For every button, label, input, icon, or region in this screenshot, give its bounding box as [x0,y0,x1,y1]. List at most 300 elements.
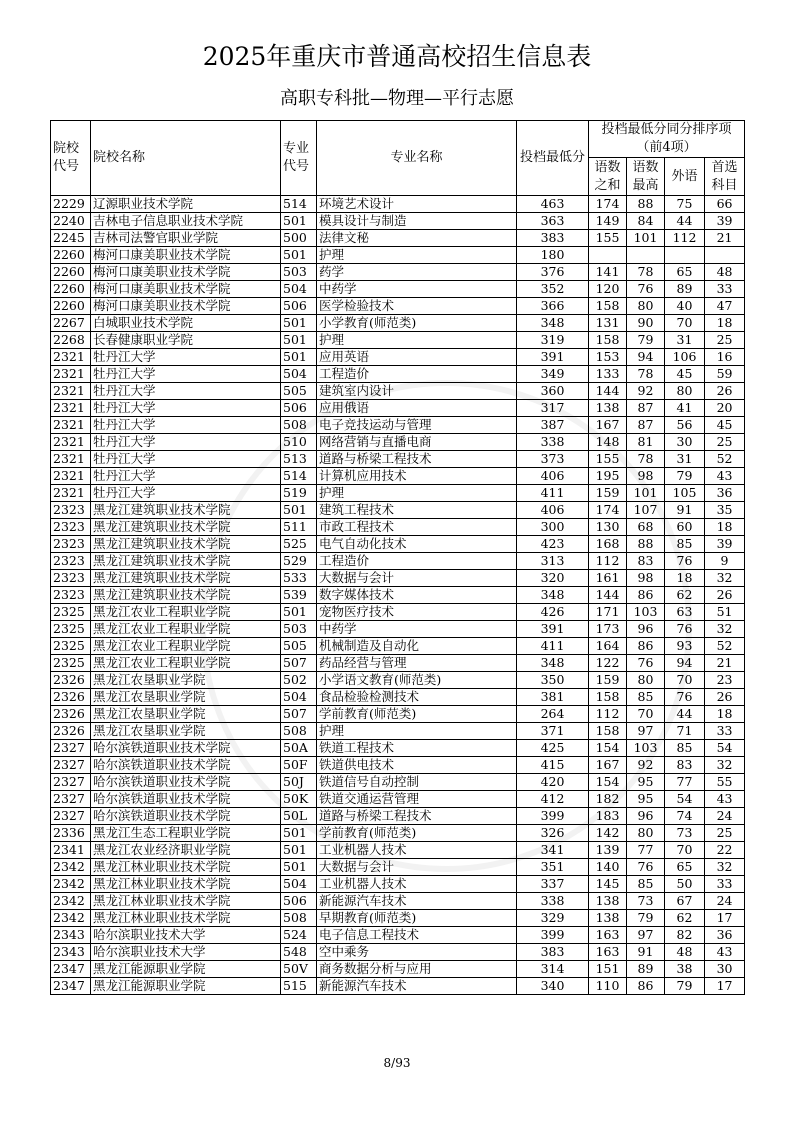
cell-major-code: 511 [281,519,317,536]
cell-major-code: 501 [281,604,317,621]
table-row [51,383,745,400]
cell-major-code: 519 [281,485,317,502]
cell-school-code: 2323 [51,519,91,536]
cell-foreign-language: 76 [665,553,705,570]
cell-school-name: 哈尔滨职业技术大学 [91,944,281,961]
cell-foreign-language: 70 [665,672,705,689]
cell-min-score: 420 [517,774,589,791]
cell-school-code: 2327 [51,791,91,808]
cell-major-name: 应用俄语 [317,400,517,417]
cell-chinese-math-sum: 138 [589,910,627,927]
cell-primary-subject: 23 [705,672,745,689]
cell-chinese-math-sum: 145 [589,876,627,893]
header-tiebreak-chinese-math-sum: 语数之和 [589,158,627,196]
table-row [51,689,745,706]
cell-school-name: 哈尔滨铁道职业技术学院 [91,791,281,808]
cell-chinese-math-max: 73 [627,893,665,910]
table-row [51,740,745,757]
cell-school-code: 2321 [51,400,91,417]
cell-major-code: 533 [281,570,317,587]
cell-major-code: 524 [281,927,317,944]
cell-major-name: 环境艺术设计 [317,196,517,213]
cell-major-code: 548 [281,944,317,961]
cell-school-code: 2240 [51,213,91,230]
cell-major-code: 501 [281,213,317,230]
cell-min-score: 320 [517,570,589,587]
cell-min-score: 363 [517,213,589,230]
cell-major-name: 法律文秘 [317,230,517,247]
cell-chinese-math-max: 79 [627,910,665,927]
cell-school-code: 2347 [51,978,91,995]
cell-primary-subject: 26 [705,587,745,604]
cell-school-name: 牡丹江大学 [91,451,281,468]
cell-school-name: 牡丹江大学 [91,468,281,485]
cell-major-code: 50A [281,740,317,757]
cell-chinese-math-max: 98 [627,570,665,587]
cell-foreign-language: 45 [665,366,705,383]
cell-min-score: 391 [517,349,589,366]
cell-min-score: 411 [517,638,589,655]
cell-primary-subject: 33 [705,876,745,893]
cell-foreign-language: 62 [665,910,705,927]
cell-chinese-math-sum: 174 [589,502,627,519]
cell-foreign-language: 65 [665,859,705,876]
cell-min-score: 326 [517,825,589,842]
cell-primary-subject: 25 [705,434,745,451]
cell-primary-subject: 24 [705,893,745,910]
cell-foreign-language: 67 [665,893,705,910]
cell-major-code: 501 [281,315,317,332]
cell-major-name: 大数据与会计 [317,570,517,587]
header-major-name: 专业名称 [317,121,517,196]
cell-min-score: 352 [517,281,589,298]
cell-chinese-math-max: 98 [627,468,665,485]
cell-school-code: 2229 [51,196,91,213]
cell-primary-subject: 51 [705,604,745,621]
cell-primary-subject: 43 [705,944,745,961]
table-row [51,570,745,587]
cell-foreign-language: 85 [665,536,705,553]
cell-major-name: 医学检验技术 [317,298,517,315]
cell-school-name: 牡丹江大学 [91,400,281,417]
cell-primary-subject: 18 [705,315,745,332]
table-row [51,417,745,434]
header-school-code: 院校代号 [51,121,91,196]
cell-min-score: 425 [517,740,589,757]
document-subtitle: 高职专科批—物理—平行志愿 [280,88,514,109]
cell-min-score: 381 [517,689,589,706]
cell-school-code: 2323 [51,570,91,587]
cell-min-score: 317 [517,400,589,417]
cell-chinese-math-max: 76 [627,655,665,672]
cell-school-code: 2342 [51,910,91,927]
cell-school-code: 2260 [51,264,91,281]
header-major-code: 专业代号 [281,121,317,196]
cell-school-name: 牡丹江大学 [91,366,281,383]
cell-foreign-language: 31 [665,332,705,349]
cell-min-score: 338 [517,434,589,451]
cell-foreign-language: 38 [665,961,705,978]
table-row [51,910,745,927]
cell-major-code: 50K [281,791,317,808]
cell-min-score: 426 [517,604,589,621]
cell-primary-subject: 52 [705,638,745,655]
cell-school-name: 白城职业技术学院 [91,315,281,332]
cell-foreign-language: 94 [665,655,705,672]
cell-major-code: 506 [281,893,317,910]
cell-major-name: 工程造价 [317,553,517,570]
table-row [51,298,745,315]
cell-foreign-language: 30 [665,434,705,451]
cell-chinese-math-sum: 159 [589,485,627,502]
cell-primary-subject: 39 [705,213,745,230]
table-row [51,791,745,808]
page-number: 8/93 [383,1056,411,1070]
cell-foreign-language: 44 [665,706,705,723]
cell-chinese-math-sum [589,247,627,264]
cell-major-code: 506 [281,400,317,417]
cell-school-name: 哈尔滨铁道职业技术学院 [91,774,281,791]
cell-school-name: 黑龙江农垦职业学院 [91,689,281,706]
table-row [51,213,745,230]
cell-primary-subject: 26 [705,689,745,706]
cell-school-code: 2326 [51,689,91,706]
table-row [51,859,745,876]
cell-chinese-math-sum: 167 [589,417,627,434]
cell-min-score: 329 [517,910,589,927]
cell-major-name: 中药学 [317,281,517,298]
cell-chinese-math-max: 90 [627,315,665,332]
table-row [51,315,745,332]
cell-foreign-language: 89 [665,281,705,298]
cell-school-code: 2342 [51,893,91,910]
table-row [51,876,745,893]
cell-primary-subject: 24 [705,808,745,825]
cell-school-code: 2321 [51,451,91,468]
cell-school-name: 黑龙江农业工程职业学院 [91,621,281,638]
admission-table [50,120,745,995]
cell-school-code: 2327 [51,757,91,774]
cell-foreign-language: 83 [665,757,705,774]
cell-chinese-math-sum: 183 [589,808,627,825]
table-row [51,842,745,859]
cell-min-score: 383 [517,230,589,247]
cell-min-score: 463 [517,196,589,213]
table-row [51,332,745,349]
cell-foreign-language: 50 [665,876,705,893]
header-school-name: 院校名称 [91,121,281,196]
cell-foreign-language: 65 [665,264,705,281]
cell-school-name: 梅河口康美职业技术学院 [91,247,281,264]
cell-major-name: 应用英语 [317,349,517,366]
cell-chinese-math-max: 97 [627,927,665,944]
cell-primary-subject: 48 [705,264,745,281]
cell-chinese-math-sum: 112 [589,553,627,570]
table-row [51,638,745,655]
cell-school-name: 梅河口康美职业技术学院 [91,264,281,281]
cell-major-code: 501 [281,247,317,264]
cell-chinese-math-max: 89 [627,961,665,978]
cell-chinese-math-sum: 195 [589,468,627,485]
cell-primary-subject: 33 [705,723,745,740]
cell-chinese-math-max: 79 [627,332,665,349]
cell-primary-subject: 36 [705,485,745,502]
cell-chinese-math-max: 103 [627,740,665,757]
cell-chinese-math-sum: 138 [589,893,627,910]
cell-min-score: 340 [517,978,589,995]
cell-major-name: 道路与桥梁工程技术 [317,808,517,825]
cell-school-code: 2321 [51,434,91,451]
table-row [51,366,745,383]
cell-chinese-math-max: 84 [627,213,665,230]
cell-chinese-math-max: 78 [627,366,665,383]
cell-major-code: 504 [281,689,317,706]
cell-major-name: 早期教育(师范类) [317,910,517,927]
cell-chinese-math-sum: 142 [589,825,627,842]
cell-school-name: 牡丹江大学 [91,485,281,502]
cell-min-score: 264 [517,706,589,723]
cell-major-name: 计算机应用技术 [317,468,517,485]
cell-foreign-language: 85 [665,740,705,757]
table-row [51,808,745,825]
cell-min-score: 371 [517,723,589,740]
cell-school-name: 哈尔滨铁道职业技术学院 [91,808,281,825]
cell-chinese-math-sum: 149 [589,213,627,230]
cell-major-code: 500 [281,230,317,247]
cell-major-code: 514 [281,468,317,485]
cell-foreign-language: 70 [665,315,705,332]
table-row [51,774,745,791]
cell-chinese-math-max: 70 [627,706,665,723]
cell-foreign-language: 77 [665,774,705,791]
cell-foreign-language: 105 [665,485,705,502]
cell-min-score: 399 [517,927,589,944]
cell-chinese-math-sum: 144 [589,587,627,604]
cell-foreign-language: 71 [665,723,705,740]
cell-min-score: 348 [517,315,589,332]
table-row [51,451,745,468]
table-row [51,961,745,978]
cell-foreign-language: 74 [665,808,705,825]
cell-min-score: 423 [517,536,589,553]
cell-chinese-math-max: 80 [627,672,665,689]
cell-foreign-language: 93 [665,638,705,655]
cell-chinese-math-sum: 163 [589,944,627,961]
cell-foreign-language: 75 [665,196,705,213]
cell-school-code: 2341 [51,842,91,859]
cell-major-code: 504 [281,876,317,893]
cell-chinese-math-max: 87 [627,400,665,417]
cell-primary-subject: 17 [705,910,745,927]
cell-major-code: 506 [281,298,317,315]
table-row [51,247,745,264]
cell-primary-subject: 43 [705,791,745,808]
cell-school-name: 黑龙江农垦职业学院 [91,706,281,723]
cell-major-name: 宠物医疗技术 [317,604,517,621]
cell-major-name: 药学 [317,264,517,281]
table-row [51,553,745,570]
cell-primary-subject: 54 [705,740,745,757]
cell-school-name: 长春健康职业学院 [91,332,281,349]
cell-min-score: 351 [517,859,589,876]
cell-foreign-language [665,247,705,264]
cell-primary-subject: 9 [705,553,745,570]
cell-school-code: 2325 [51,655,91,672]
cell-chinese-math-max: 92 [627,383,665,400]
cell-major-code: 504 [281,281,317,298]
cell-major-name: 工业机器人技术 [317,842,517,859]
document-title: 2025年重庆市普通高校招生信息表 [202,42,592,71]
cell-min-score: 348 [517,587,589,604]
cell-primary-subject: 59 [705,366,745,383]
cell-foreign-language: 70 [665,842,705,859]
cell-school-name: 辽源职业技术学院 [91,196,281,213]
cell-chinese-math-sum: 120 [589,281,627,298]
cell-major-name: 学前教育(师范类) [317,706,517,723]
cell-primary-subject: 52 [705,451,745,468]
cell-chinese-math-sum: 141 [589,264,627,281]
table-row [51,485,745,502]
cell-chinese-math-sum: 148 [589,434,627,451]
cell-chinese-math-max: 107 [627,502,665,519]
cell-foreign-language: 80 [665,383,705,400]
cell-chinese-math-max: 96 [627,808,665,825]
table-body [51,196,745,995]
cell-chinese-math-max: 88 [627,196,665,213]
cell-foreign-language: 60 [665,519,705,536]
cell-school-name: 黑龙江建筑职业技术学院 [91,553,281,570]
cell-major-name: 空中乘务 [317,944,517,961]
cell-primary-subject: 32 [705,757,745,774]
cell-major-code: 510 [281,434,317,451]
cell-school-code: 2327 [51,808,91,825]
cell-chinese-math-sum: 130 [589,519,627,536]
cell-chinese-math-sum: 174 [589,196,627,213]
cell-school-code: 2323 [51,587,91,604]
cell-major-code: 539 [281,587,317,604]
cell-foreign-language: 76 [665,621,705,638]
cell-school-code: 2326 [51,672,91,689]
cell-major-name: 铁道交通运营管理 [317,791,517,808]
cell-school-name: 黑龙江农业工程职业学院 [91,655,281,672]
cell-chinese-math-max: 96 [627,621,665,638]
cell-min-score: 412 [517,791,589,808]
cell-major-code: 50F [281,757,317,774]
cell-foreign-language: 79 [665,978,705,995]
cell-major-name: 市政工程技术 [317,519,517,536]
cell-min-score: 366 [517,298,589,315]
cell-chinese-math-sum: 144 [589,383,627,400]
cell-major-name: 工程造价 [317,366,517,383]
cell-school-code: 2260 [51,247,91,264]
cell-foreign-language: 40 [665,298,705,315]
cell-primary-subject: 32 [705,859,745,876]
table-row [51,927,745,944]
header-tiebreak-chinese-math-max: 语数最高 [627,158,665,196]
cell-min-score: 180 [517,247,589,264]
cell-school-code: 2260 [51,298,91,315]
cell-major-name: 学前教育(师范类) [317,825,517,842]
cell-chinese-math-sum: 154 [589,740,627,757]
cell-primary-subject: 55 [705,774,745,791]
table-row [51,400,745,417]
cell-chinese-math-max: 68 [627,519,665,536]
cell-major-name: 铁道工程技术 [317,740,517,757]
cell-major-code: 501 [281,349,317,366]
table-row [51,264,745,281]
cell-chinese-math-sum: 159 [589,672,627,689]
cell-min-score: 319 [517,332,589,349]
cell-chinese-math-max: 95 [627,774,665,791]
cell-school-code: 2347 [51,961,91,978]
cell-chinese-math-sum: 131 [589,315,627,332]
cell-major-name: 药品经营与管理 [317,655,517,672]
cell-foreign-language: 76 [665,689,705,706]
cell-chinese-math-max: 77 [627,842,665,859]
cell-major-name: 护理 [317,723,517,740]
cell-min-score: 387 [517,417,589,434]
cell-major-name: 建筑室内设计 [317,383,517,400]
cell-primary-subject: 21 [705,655,745,672]
cell-primary-subject: 18 [705,519,745,536]
cell-chinese-math-sum: 158 [589,723,627,740]
cell-major-name: 电气自动化技术 [317,536,517,553]
cell-chinese-math-sum: 163 [589,927,627,944]
cell-school-code: 2327 [51,774,91,791]
cell-school-name: 吉林电子信息职业技术学院 [91,213,281,230]
cell-major-name: 工业机器人技术 [317,876,517,893]
cell-primary-subject: 32 [705,570,745,587]
cell-major-code: 508 [281,417,317,434]
cell-major-name: 电子信息工程技术 [317,927,517,944]
cell-chinese-math-max: 94 [627,349,665,366]
cell-school-name: 牡丹江大学 [91,349,281,366]
cell-school-code: 2343 [51,944,91,961]
cell-primary-subject: 21 [705,230,745,247]
cell-chinese-math-sum: 151 [589,961,627,978]
cell-chinese-math-sum: 161 [589,570,627,587]
table-row [51,468,745,485]
cell-primary-subject: 47 [705,298,745,315]
cell-major-code: 50V [281,961,317,978]
cell-school-name: 哈尔滨铁道职业技术学院 [91,757,281,774]
cell-school-name: 黑龙江建筑职业技术学院 [91,570,281,587]
cell-major-name: 护理 [317,247,517,264]
cell-primary-subject: 66 [705,196,745,213]
cell-min-score: 337 [517,876,589,893]
cell-school-name: 黑龙江农垦职业学院 [91,723,281,740]
cell-major-name: 小学教育(师范类) [317,315,517,332]
table-row [51,621,745,638]
cell-primary-subject: 25 [705,332,745,349]
cell-school-code: 2321 [51,485,91,502]
cell-foreign-language: 82 [665,927,705,944]
cell-major-name: 新能源汽车技术 [317,893,517,910]
cell-school-name: 吉林司法警官职业学院 [91,230,281,247]
cell-foreign-language: 79 [665,468,705,485]
cell-primary-subject: 18 [705,706,745,723]
cell-major-name: 护理 [317,332,517,349]
header-tiebreak-group: 投档最低分同分排序项（前4项） [589,121,745,158]
cell-min-score: 411 [517,485,589,502]
cell-major-name: 护理 [317,485,517,502]
cell-chinese-math-sum: 110 [589,978,627,995]
cell-major-code: 508 [281,910,317,927]
table-row [51,604,745,621]
cell-min-score: 415 [517,757,589,774]
cell-school-name: 黑龙江建筑职业技术学院 [91,587,281,604]
cell-major-code: 514 [281,196,317,213]
